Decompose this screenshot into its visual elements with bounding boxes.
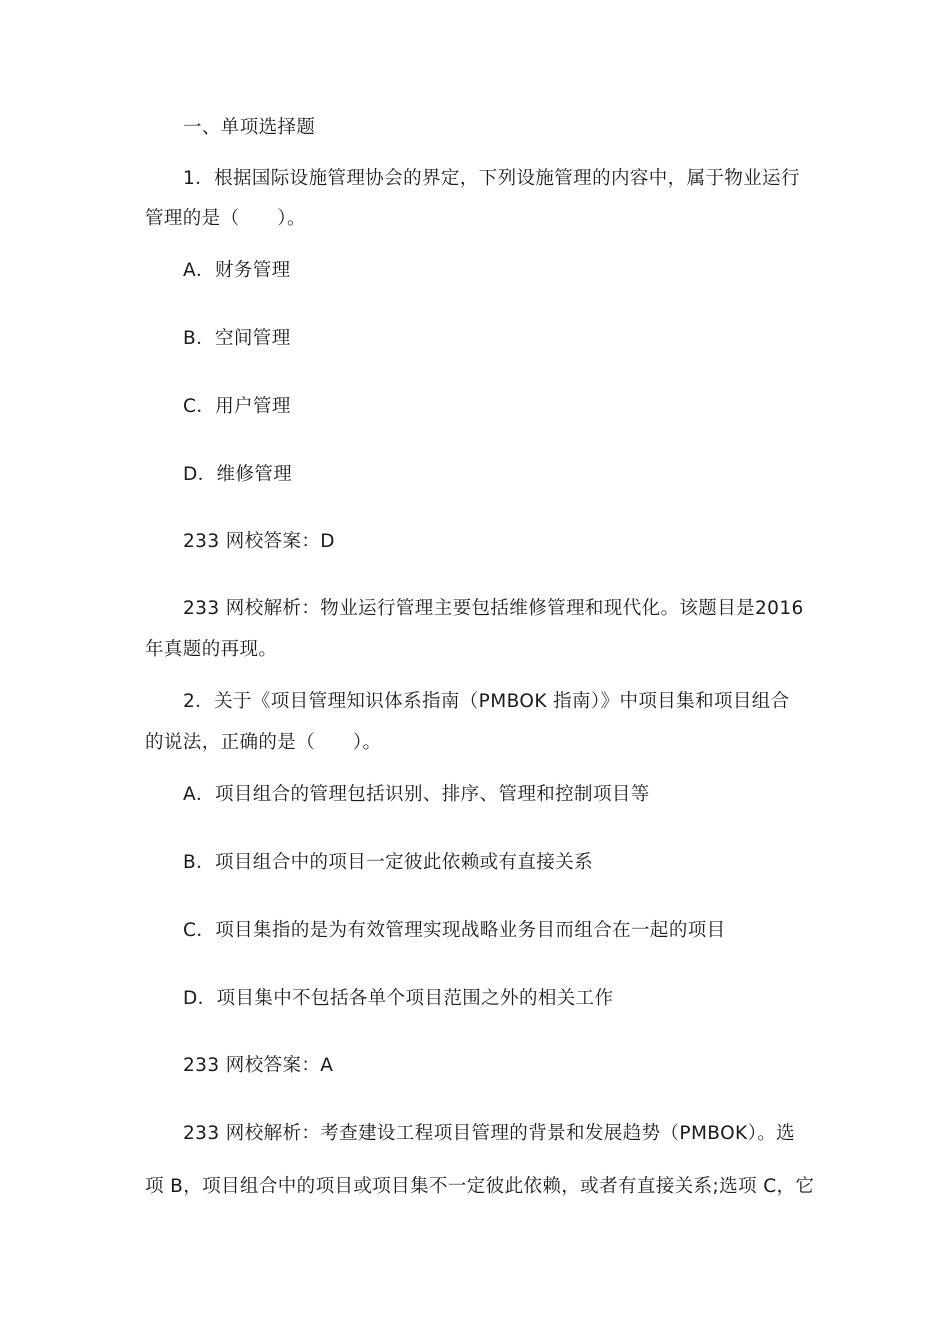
- question-2-option-d: D．项目集中不包括各单个项目范围之外的相关工作: [183, 988, 614, 1009]
- question-1-option-b: B．空间管理: [183, 328, 291, 349]
- question-2-option-a: A．项目组合的管理包括识别、排序、管理和控制项目等: [183, 784, 650, 805]
- question-1-analysis-line-1: 233 网校解析：物业运行管理主要包括维修管理和现代化。该题目是2016: [183, 598, 804, 619]
- question-2-option-c: C．项目集指的是为有效管理实现战略业务目而组合在一起的项目: [183, 920, 726, 941]
- question-2-option-b: B．项目组合中的项目一定彼此依赖或有直接关系: [183, 852, 593, 873]
- question-2-answer: 233 网校答案：A: [183, 1055, 334, 1076]
- question-1-answer: 233 网校答案：D: [183, 531, 335, 552]
- section-heading: 一、单项选择题: [183, 117, 316, 138]
- question-1-option-d: D．维修管理: [183, 464, 293, 485]
- question-1-stem-line-1: 1．根据国际设施管理协会的界定，下列设施管理的内容中，属于物业运行: [183, 168, 800, 189]
- question-1-option-c: C．用户管理: [183, 396, 291, 417]
- question-1-option-a: A．财务管理: [183, 260, 291, 281]
- question-2-stem-line-1: 2．关于《项目管理知识体系指南（PMBOK 指南）》中项目集和项目组合: [183, 691, 790, 712]
- question-2-stem-line-2: 的说法，正确的是（ ）。: [145, 732, 382, 753]
- question-1-stem-line-2: 管理的是（ ）。: [145, 208, 306, 229]
- question-2-analysis-line-1: 233 网校解析：考查建设工程项目管理的背景和发展趋势（PMBOK）。选: [183, 1123, 796, 1144]
- question-2-analysis-line-2: 项 B，项目组合中的项目或项目集不一定彼此依赖，或者有直接关系;选项 C，它: [145, 1176, 815, 1197]
- question-1-analysis-line-2: 年真题的再现。: [145, 639, 278, 660]
